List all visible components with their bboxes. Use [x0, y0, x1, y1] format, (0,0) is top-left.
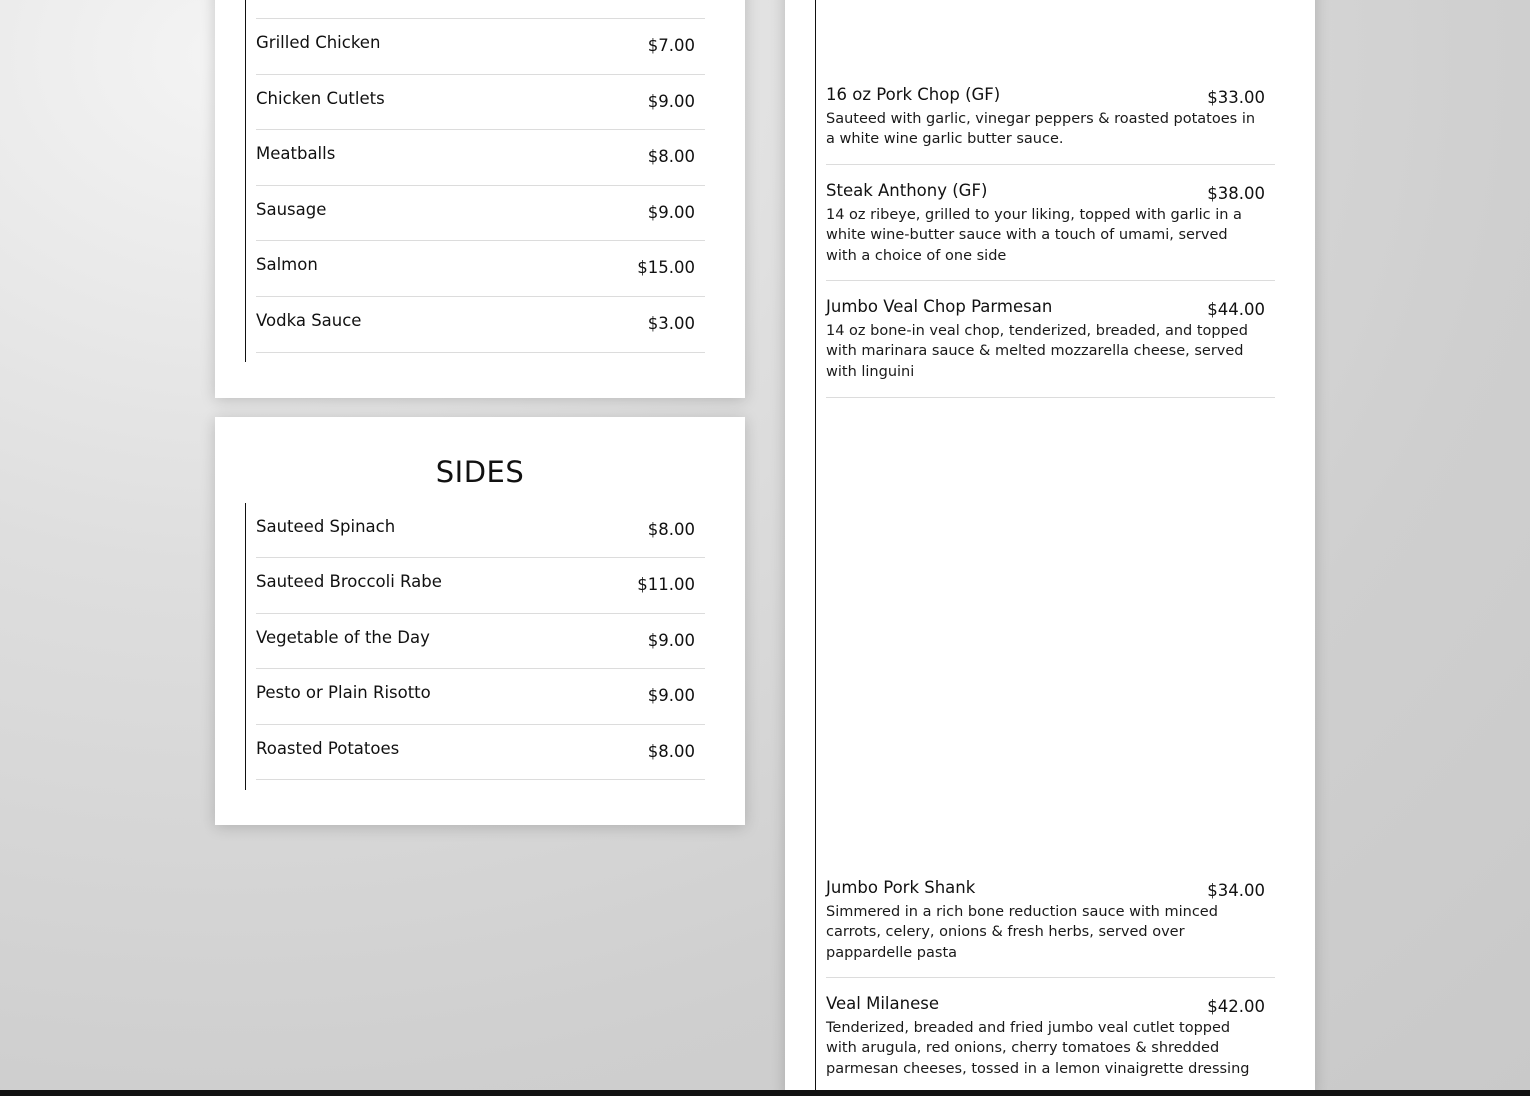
menu-item-price: $8.00 — [647, 742, 695, 761]
menu-item-price: $34.00 — [1207, 881, 1265, 900]
menu-item-name: Vegetable of the Day — [256, 628, 430, 647]
menu-item-price: $9.00 — [647, 203, 695, 222]
menu-item-name: Veal Milanese — [826, 994, 939, 1013]
menu-item-name: Salmon — [256, 255, 318, 274]
menu-item — [256, 614, 705, 669]
menu-item — [256, 669, 705, 725]
entrees-card — [785, 0, 1315, 1096]
menu-item-price: $9.00 — [647, 92, 695, 111]
menu-item-name: Sausage — [256, 200, 327, 219]
menu-item-description: Simmered in a rich bone reduction sauce with minced carrots, celery, onions & fresh herbs, served over pappardelle pasta — [826, 904, 1218, 961]
menu-item — [256, 725, 705, 780]
menu-item-name: Roasted Potatoes — [256, 739, 400, 758]
menu-item — [256, 558, 705, 614]
menu-item-price: $38.00 — [1207, 184, 1265, 203]
menu-item — [826, 181, 1275, 281]
menu-item-price: $33.00 — [1207, 88, 1265, 107]
menu-item — [256, 241, 705, 297]
menu-item-price: $11.00 — [637, 575, 695, 594]
menu-item — [826, 85, 1275, 165]
menu-item-price: $42.00 — [1207, 997, 1265, 1016]
menu-item-price: $7.00 — [647, 36, 695, 55]
additions-top-rule — [256, 0, 705, 19]
menu-item-description: 14 oz bone-in veal chop, tenderized, breaded, and topped with marinara sauce & melted mozzarella cheese, served with linguini — [826, 323, 1248, 380]
menu-item-price: $8.00 — [647, 520, 695, 539]
menu-item-name: Jumbo Pork Shank — [826, 878, 976, 897]
menu-item — [826, 297, 1275, 398]
sides-divider-line — [245, 503, 246, 790]
menu-item-price: $8.00 — [647, 147, 695, 166]
menu-item-description: 14 oz ribeye, grilled to your liking, topped with garlic in a white wine-butter sauce with a touch of umami, served with a choice of one side — [826, 207, 1242, 264]
menu-item — [256, 297, 705, 353]
menu-item-name: Grilled Chicken — [256, 33, 381, 52]
menu-item-name: Pesto or Plain Risotto — [256, 683, 431, 702]
menu-item-price: $9.00 — [647, 686, 695, 705]
menu-item-name: Jumbo Veal Chop Parmesan — [826, 297, 1053, 316]
menu-item-price: $44.00 — [1207, 300, 1265, 319]
menu-item-name: 16 oz Pork Chop (GF) — [826, 85, 1001, 104]
menu-item-description: Tenderized, breaded and fried jumbo veal cutlet topped with arugula, red onions, cherry tomatoes & shredded parmesan cheeses, tossed in a lemon vinaigrette dressing — [826, 1020, 1250, 1077]
menu-item — [826, 994, 1275, 1094]
menu-item-name: Vodka Sauce — [256, 311, 362, 330]
menu-item-price: $15.00 — [637, 258, 695, 277]
section-title: SIDES — [435, 455, 525, 489]
menu-item-price: $3.00 — [647, 314, 695, 333]
menu-item-name: Sauteed Broccoli Rabe — [256, 572, 442, 591]
menu-item-name: Meatballs — [256, 144, 336, 163]
menu-item-price: $9.00 — [647, 631, 695, 650]
menu-item — [256, 19, 705, 75]
bottom-edge-bar — [0, 1090, 1530, 1096]
additions-divider-line — [245, 0, 246, 362]
menu-item-name: Steak Anthony (GF) — [826, 181, 988, 200]
menu-item — [256, 75, 705, 130]
sides-card — [215, 417, 745, 825]
menu-item-description: Sauteed with garlic, vinegar peppers & roasted potatoes in a white wine garlic butter sauce. — [826, 111, 1256, 148]
menu-item — [826, 878, 1275, 978]
menu-item — [256, 186, 705, 241]
menu-item — [256, 130, 705, 186]
menu-item — [256, 503, 705, 558]
menu-item-name: Chicken Cutlets — [256, 89, 385, 108]
menu-item-name: Sauteed Spinach — [256, 517, 396, 536]
entrees-divider-line — [815, 0, 816, 1096]
additions-card — [215, 0, 745, 398]
